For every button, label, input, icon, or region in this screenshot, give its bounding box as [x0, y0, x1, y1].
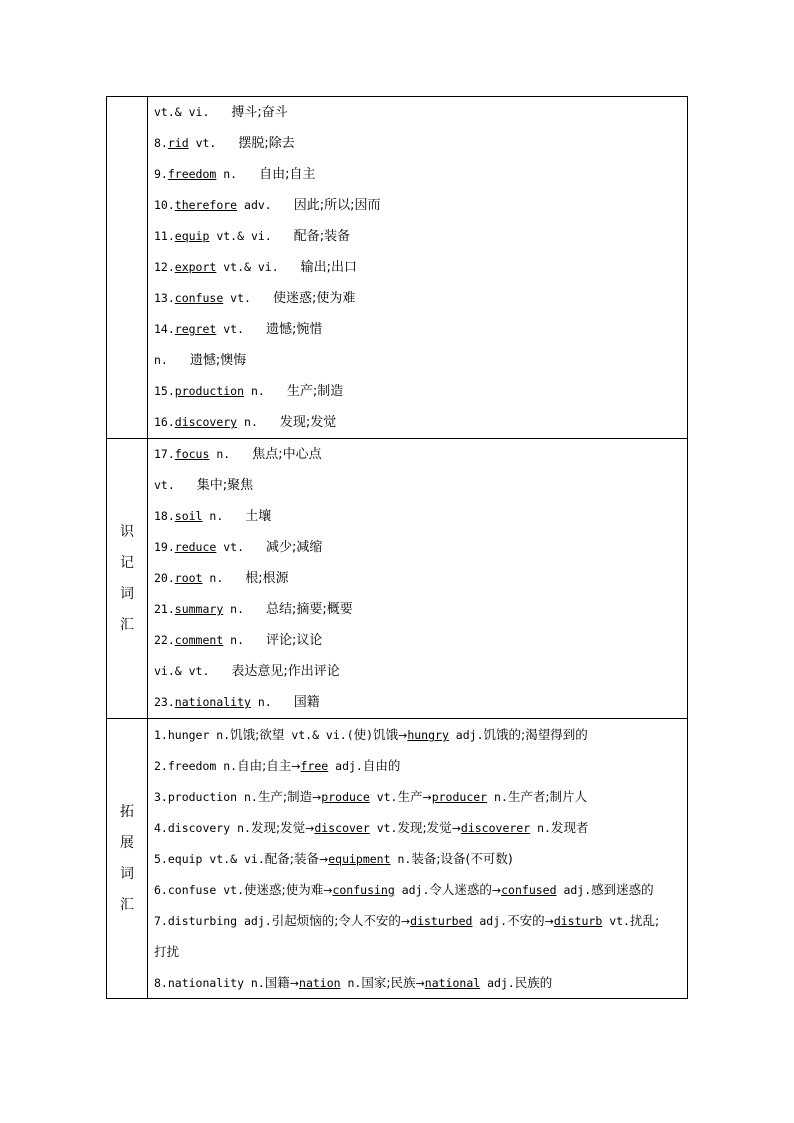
- meaning: 土壤: [245, 509, 272, 524]
- part-of-speech: vi.& vt.: [154, 664, 210, 678]
- part-of-speech: n.: [154, 353, 168, 367]
- vocab-line: [154, 656, 687, 687]
- item-number: 10.: [154, 198, 175, 212]
- vocab-word: therefore: [174, 198, 238, 212]
- section-label-char: 汇: [120, 616, 134, 633]
- section-label-char: 词: [120, 865, 134, 882]
- text-segment: vt.: [602, 914, 630, 928]
- derived-word: confused: [501, 883, 557, 897]
- derivation-line: [154, 874, 687, 905]
- vocab-word: discovery: [174, 415, 238, 429]
- meaning: 因此;所以;因而: [293, 198, 381, 213]
- chinese-text: 生产者;制片人: [507, 789, 588, 804]
- text-segment: adj.: [556, 883, 592, 897]
- text-segment: 7.disturbing adj.: [154, 914, 272, 928]
- derived-word: disturbed: [410, 914, 473, 928]
- meaning: 使迷惑;使为难: [272, 291, 356, 306]
- item-number: 9.: [154, 167, 168, 181]
- meaning: 输出;出口: [300, 260, 358, 275]
- vocab-line: [154, 221, 687, 252]
- item-number: 12.: [154, 260, 175, 274]
- derived-word: producer: [431, 790, 488, 804]
- arrow-icon: →: [400, 915, 411, 928]
- derived-word: produce: [321, 790, 370, 804]
- chinese-text: 感到迷惑的: [591, 882, 654, 897]
- part-of-speech: n.: [237, 415, 258, 429]
- vocab-line: [154, 625, 687, 656]
- item-number: 8.: [154, 136, 168, 150]
- chinese-text: 打扰: [154, 944, 180, 959]
- derived-word: disturb: [553, 914, 603, 928]
- chinese-text: 国家;民族: [361, 975, 416, 990]
- vocabulary-table: [106, 96, 688, 999]
- chinese-text: 饥饿的;渴望得到的: [483, 727, 588, 742]
- chinese-text: 使迷惑;使为难: [244, 882, 324, 897]
- chinese-text: 使: [353, 727, 367, 742]
- vocab-word: nationality: [174, 695, 251, 709]
- vocab-word: root: [174, 571, 203, 585]
- chinese-text: 自由的: [362, 758, 401, 773]
- chinese-text: 饥饿: [373, 727, 399, 742]
- chinese-text: 生产: [397, 789, 423, 804]
- meaning: 评论;议论: [266, 633, 323, 648]
- vocab-line: [154, 439, 687, 470]
- item-number: 14.: [154, 322, 175, 336]
- vocab-line: [154, 283, 687, 314]
- chinese-text: 发现;发觉: [397, 820, 452, 835]
- derivation-line: [154, 905, 687, 936]
- derived-word: free: [300, 759, 329, 773]
- section-label-char: 词: [120, 585, 134, 602]
- part-of-speech: n.: [250, 695, 272, 709]
- meaning: 生产;制造: [286, 384, 344, 399]
- arrow-icon: →: [422, 791, 432, 804]
- derived-word: discoverer: [460, 821, 531, 835]
- text-segment: 1.hunger n.: [154, 728, 231, 742]
- vocab-line: [154, 252, 687, 283]
- arrow-icon: →: [323, 884, 333, 897]
- vocab-line: [154, 159, 687, 190]
- section3-body: [148, 719, 688, 999]
- derived-word: confusing: [332, 883, 395, 897]
- part-of-speech: n.: [223, 602, 245, 616]
- vocab-word: rid: [167, 136, 189, 150]
- meaning: 集中;聚焦: [196, 478, 254, 493]
- vocab-line: [154, 594, 687, 625]
- vocab-line: [154, 97, 687, 128]
- chinese-text: 扰乱;: [629, 913, 660, 928]
- text-segment: adj.: [394, 883, 430, 897]
- vocab-line: [154, 687, 687, 718]
- arrow-icon: →: [415, 977, 425, 990]
- vocab-word: confuse: [174, 291, 224, 305]
- section2-body: [148, 439, 688, 719]
- item-number: 15.: [154, 384, 175, 398]
- derivation-line: [154, 843, 687, 874]
- item-number: 23.: [154, 695, 175, 709]
- text-segment: 2.freedom n.: [154, 759, 238, 773]
- vocab-word: soil: [174, 509, 203, 523]
- vocab-line: [154, 470, 687, 501]
- derived-word: national: [424, 976, 481, 990]
- text-segment: 5.equip vt.& vi.: [154, 852, 265, 866]
- vocab-line: [154, 345, 687, 376]
- part-of-speech: vt.& vi.: [154, 105, 210, 119]
- meaning: 焦点;中心点: [252, 447, 322, 462]
- text-segment: n.: [487, 790, 508, 804]
- meaning: 搏斗;奋斗: [231, 105, 288, 120]
- section-label-extension: [107, 719, 148, 999]
- section-label-recognition: [107, 439, 148, 719]
- vocab-word: reduce: [174, 540, 217, 554]
- vocab-word: production: [174, 384, 245, 398]
- item-number: 13.: [154, 291, 175, 305]
- item-number: 20.: [154, 571, 175, 585]
- text-segment: n.: [530, 821, 551, 835]
- derived-word: hungry: [407, 728, 449, 742]
- arrow-icon: →: [544, 915, 554, 928]
- vocab-word: export: [174, 260, 217, 274]
- text-segment: adj.: [448, 728, 484, 742]
- derivation-line: [154, 812, 687, 843]
- section-label-char: 拓: [120, 803, 134, 820]
- vocab-word: regret: [174, 322, 217, 336]
- chinese-text: 令人迷惑的: [429, 882, 492, 897]
- text-segment: vt.& vi.(: [284, 728, 354, 742]
- chinese-text: 引起烦恼的;令人不安的: [271, 913, 401, 928]
- text-segment: vt.: [369, 790, 398, 804]
- text-segment: n.: [340, 976, 362, 990]
- arrow-icon: →: [451, 822, 461, 835]
- arrow-icon: →: [312, 791, 322, 804]
- derived-word: discover: [314, 821, 370, 835]
- arrow-icon: →: [398, 729, 408, 742]
- vocab-word: comment: [174, 633, 224, 647]
- derivation-line: [154, 936, 687, 967]
- meaning: 遗憾;懊悔: [189, 353, 247, 368]
- text-segment: adj.: [328, 759, 363, 773]
- part-of-speech: adv.: [237, 198, 272, 212]
- derived-word: equipment: [328, 852, 391, 866]
- item-number: 17.: [154, 447, 175, 461]
- part-of-speech: n.: [202, 571, 224, 585]
- section-label-char: 展: [120, 834, 134, 851]
- meaning: 总结;摘要;概要: [266, 602, 353, 617]
- vocab-line: [154, 532, 687, 563]
- part-of-speech: n.: [216, 167, 238, 181]
- part-of-speech: vt.: [223, 291, 251, 305]
- chinese-text: 自由;自主: [237, 758, 292, 773]
- arrow-icon: →: [305, 822, 315, 835]
- part-of-speech: n.: [223, 633, 245, 647]
- vocab-line: [154, 563, 687, 594]
- chinese-text: 饥饿;欲望: [230, 727, 285, 742]
- derivation-line: [154, 750, 687, 781]
- item-number: 16.: [154, 415, 175, 429]
- part-of-speech: n.: [202, 509, 224, 523]
- section-label-empty: [107, 97, 148, 439]
- vocab-word: focus: [174, 447, 210, 461]
- arrow-icon: →: [319, 853, 329, 866]
- vocab-line: [154, 128, 687, 159]
- part-of-speech: n.: [209, 447, 231, 461]
- item-number: 19.: [154, 540, 175, 554]
- meaning: 减少;减缩: [266, 540, 323, 555]
- section-label-char: 记: [120, 554, 134, 571]
- text-segment: adj.: [480, 976, 515, 990]
- part-of-speech: vt.& vi.: [216, 260, 279, 274]
- part-of-speech: vt.: [216, 322, 245, 336]
- section-extension-vocab: [107, 719, 688, 999]
- section-recognition-vocab: [107, 439, 688, 719]
- vocab-line: [154, 314, 687, 345]
- part-of-speech: vt.: [188, 136, 217, 150]
- derivation-line: [154, 719, 687, 750]
- part-of-speech: n.: [244, 384, 265, 398]
- part-of-speech: vt.& vi.: [209, 229, 272, 243]
- arrow-icon: →: [289, 977, 300, 990]
- meaning: 自由;自主: [259, 167, 316, 182]
- chinese-text: 国籍: [264, 975, 290, 990]
- derivation-line: [154, 781, 687, 812]
- meaning: 根;根源: [245, 571, 289, 586]
- item-number: 22.: [154, 633, 175, 647]
- meaning: 表达意见;作出评论: [231, 664, 340, 679]
- text-segment: n.: [390, 852, 412, 866]
- text-segment: adj.: [472, 914, 508, 928]
- vocab-word: summary: [174, 602, 224, 616]
- chinese-text: 发现;发觉: [250, 820, 306, 835]
- meaning: 摆脱;除去: [238, 136, 295, 151]
- text-segment: 8.nationality n.: [154, 976, 265, 990]
- chinese-text: 不安的: [507, 913, 545, 928]
- chinese-text: 生产;制造: [257, 789, 313, 804]
- vocab-word: equip: [174, 229, 210, 243]
- vocab-line: [154, 407, 687, 438]
- meaning: 遗憾;惋惜: [266, 322, 323, 337]
- section-label-char: 汇: [120, 896, 134, 913]
- vocab-word: freedom: [167, 167, 217, 181]
- section-label-char: 识: [120, 523, 134, 540]
- part-of-speech: vt.: [216, 540, 245, 554]
- arrow-icon: →: [291, 760, 301, 773]
- text-segment: 4.discovery n.: [154, 821, 251, 835]
- text-segment: vt.: [369, 821, 398, 835]
- chinese-text: 发现者: [550, 820, 589, 835]
- meaning: 发现;发觉: [279, 415, 337, 430]
- arrow-icon: →: [491, 884, 502, 897]
- derived-word: nation: [299, 976, 341, 990]
- derivation-line: [154, 967, 687, 998]
- vocab-line: [154, 501, 687, 532]
- chinese-text: 民族的: [514, 975, 553, 990]
- chinese-text: 配备;装备: [264, 851, 319, 866]
- text-segment: 6.confuse vt.: [154, 883, 245, 897]
- meaning: 国籍: [293, 695, 320, 710]
- part-of-speech: vt.: [154, 478, 175, 492]
- section-vocab-continued: [107, 97, 688, 439]
- text-segment: ): [366, 728, 374, 742]
- item-number: 21.: [154, 602, 175, 616]
- chinese-text: 装备;设备(不可数): [411, 851, 513, 866]
- vocab-line: [154, 376, 687, 407]
- item-number: 18.: [154, 509, 175, 523]
- section1-body: [148, 97, 688, 439]
- text-segment: 3.production n.: [154, 790, 258, 804]
- vocab-line: [154, 190, 687, 221]
- meaning: 配备;装备: [293, 229, 351, 244]
- item-number: 11.: [154, 229, 175, 243]
